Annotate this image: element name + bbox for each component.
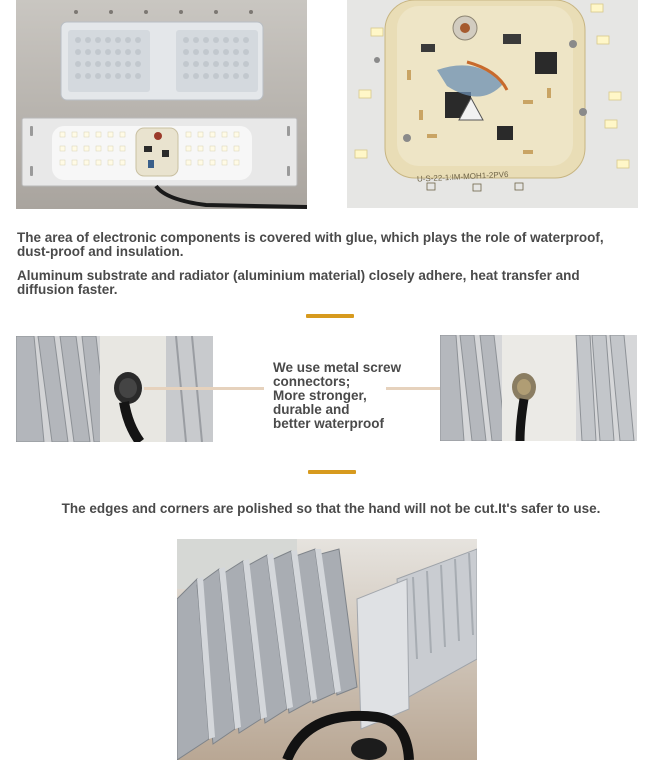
connector-caption-line-3: More stronger,: [273, 388, 367, 403]
pcb-label: U-S-22-1:IM-MOH1-2PV6: [416, 169, 509, 184]
connector-caption-line-1: We use metal screw: [273, 360, 402, 375]
caption-substrate: Aluminum substrate and radiator (aluminium material) closely adhere, heat transfer and diffusion faster.: [17, 268, 580, 297]
leader-line-left: [144, 387, 264, 390]
section-divider: [306, 314, 354, 318]
heatsink-connector-photo-right: [440, 335, 637, 441]
connector-caption-line-2: connectors;: [273, 374, 351, 389]
heatsink-fins-photo: [177, 539, 477, 760]
section-divider: [308, 470, 356, 474]
pcb-closeup-photo: [347, 0, 638, 208]
caption-edges: The edges and corners are polished so that the hand will not be cut.It's safer to use.: [61, 501, 601, 516]
connector-caption-line-5: better waterproof: [273, 416, 385, 431]
caption-glue: The area of electronic components is covered with glue, which plays the role of waterproof, dust-proof and insulation.: [17, 230, 604, 259]
led-module-photo: [16, 0, 307, 209]
connector-caption: [273, 361, 423, 431]
connector-caption-line-4: durable and: [273, 402, 350, 417]
